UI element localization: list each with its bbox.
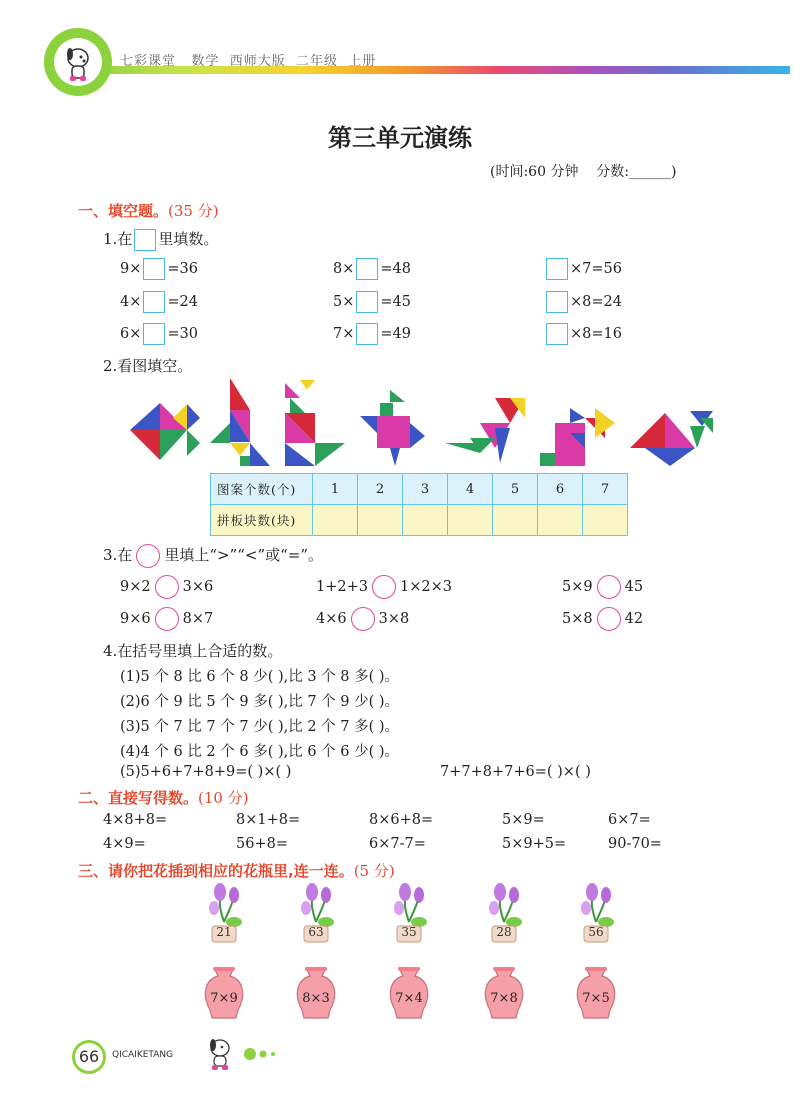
vase-expression: 7×4 [395,991,423,1006]
exam-meta [490,161,676,181]
figure-number: 2 [358,474,403,505]
flower-number: 35 [401,925,417,939]
vase[interactable] [572,966,620,1020]
answer-cell[interactable] [448,505,493,536]
row-label-pieces: 拼板块数(块) [211,505,313,536]
q1-item [333,291,411,313]
q1-prompt-a: 1.在 [103,230,133,248]
table-row [211,474,628,505]
q3-left: 5×9 [562,579,593,595]
meta-close: ) [670,164,677,180]
flower-number: 63 [308,925,324,939]
section2-heading [78,787,249,808]
tangram-figure-2 [210,378,270,466]
answer-cell[interactable] [358,505,403,536]
flower-number: 28 [496,925,512,939]
page-title: 第三单元演练 [328,124,472,152]
vase-expression: 7×8 [490,991,518,1006]
subject: 数学 [191,54,220,69]
vase[interactable] [200,966,248,1020]
q1-prompt [103,228,218,251]
q3-prompt-a: 3.在 [103,546,133,564]
compare-circle[interactable] [155,575,179,599]
time-limit: (时间:60 分钟 [490,164,579,180]
tangram-figure-7 [630,411,713,466]
footer-mascot-icon [200,1032,290,1072]
q1-expr-right: ×8=24 [570,294,622,310]
q1-expr-right: =24 [167,294,198,310]
section1-points: (35 分) [168,202,219,220]
oral-calc[interactable]: 4×8+8= [103,812,168,828]
score-label: 分数: [596,164,629,180]
answer-box[interactable] [143,258,165,280]
q1-item [333,323,411,345]
q3-right: 1×2×3 [399,579,452,595]
compare-circle[interactable] [597,607,621,631]
answer-box[interactable] [546,258,568,280]
answer-box[interactable] [356,258,378,280]
compare-circle[interactable] [155,607,179,631]
q3-left: 1+2+3 [316,579,368,595]
score-blank[interactable]: ______ [628,164,671,180]
q1-expr-left: 5× [333,294,355,310]
page-number: 66 [75,1043,103,1071]
grade: 二年级 [295,54,338,69]
answer-box[interactable] [143,323,165,345]
q3-prompt-b: 里填上“>”“<”或“=”。 [164,546,324,564]
flower-pot[interactable] [200,882,248,944]
q1-item [544,291,622,313]
mascot-dog-icon [54,38,102,86]
tangram-figure-1 [130,403,200,460]
oral-calc[interactable]: 5×9+5= [502,836,567,852]
q3-right: 3×6 [182,579,214,595]
oral-calc[interactable]: 5×9= [502,812,545,828]
q3-item [316,575,452,599]
oral-calc[interactable]: 4×9= [103,836,146,852]
vase-expression: 7×5 [582,991,610,1006]
oral-calc[interactable]: 56+8= [236,836,288,852]
q1-expr-left: 9× [120,261,142,277]
tangram-table [210,473,628,536]
tangram-figures [125,378,725,468]
q1-expr-right: ×8=16 [570,326,622,342]
figure-number: 6 [538,474,583,505]
answer-cell[interactable] [538,505,583,536]
q3-prompt [103,544,323,568]
figure-number: 7 [583,474,628,505]
vase[interactable] [292,966,340,1020]
section3-title: 三、请你把花插到相应的花瓶里,连一连。 [78,862,354,880]
q1-item [544,323,622,345]
q4-prompt: 4.在括号里填上合适的数。 [103,642,283,660]
q1-item [120,291,198,313]
section1-heading [78,200,219,221]
tangram-figure-4 [360,390,425,466]
q1-item [120,323,198,345]
answer-cell[interactable] [403,505,448,536]
example-circle-icon [136,544,160,568]
edition: 西师大版 [229,54,286,69]
q1-item [120,258,198,280]
footer-brand: QICAIKETANG [112,1050,174,1060]
q1-expr-left: 8× [333,261,355,277]
q4-item-3[interactable]: (3)5 个 7 比 7 个 7 少( ),比 2 个 7 多( )。 [120,719,400,735]
q4-item-5b[interactable]: 7+7+8+7+6=( )×( ) [440,764,591,780]
figure-number: 3 [403,474,448,505]
figure-number: 4 [448,474,493,505]
q1-expr-right: =36 [167,261,198,277]
q3-item [120,607,213,631]
q4-item-4[interactable]: (4)4 个 6 比 2 个 6 多( ),比 6 个 6 少( )。 [120,744,400,760]
figure-number: 5 [493,474,538,505]
q1-item [544,258,622,280]
table-row [211,505,628,536]
q1-expr-left: 7× [333,326,355,342]
flower-number: 21 [216,925,232,939]
section3-points: (5 分) [353,862,395,880]
flower-pot[interactable] [385,882,433,944]
q3-item [316,607,409,631]
answer-cell[interactable] [313,505,358,536]
vase-expression: 8×3 [302,991,330,1006]
tangram-figure-6 [540,408,615,466]
oral-calc[interactable]: 6×7-7= [369,836,426,852]
q3-right: 45 [624,579,644,595]
flower-number: 56 [588,925,604,939]
compare-circle[interactable] [351,607,375,631]
q3-left: 4×6 [316,611,347,627]
oral-calc[interactable]: 8×1+8= [236,812,301,828]
q1-expr-right: =48 [380,261,411,277]
q4-item-2[interactable]: (2)6 个 9 比 5 个 9 多( ),比 7 个 9 少( )。 [120,694,400,710]
section2-title: 二、直接写得数。 [78,789,199,807]
example-box-icon [134,229,156,251]
q1-expr-right: =45 [380,294,411,310]
flower-pot[interactable] [292,882,340,944]
q1-item [333,258,411,280]
q4-item-1[interactable]: (1)5 个 8 比 6 个 8 少( ),比 3 个 8 多( )。 [120,669,400,685]
q3-left: 9×2 [120,579,151,595]
q2-prompt: 2.看图填空。 [103,357,193,375]
series-name: 七彩课堂 [120,54,177,69]
answer-cell[interactable] [493,505,538,536]
vase[interactable] [480,966,528,1020]
q4-item-5a[interactable]: (5)5+6+7+8+9=( )×( ) [120,764,292,780]
term: 上册 [348,54,377,69]
q3-item [562,575,643,599]
q3-right: 42 [624,611,644,627]
oral-calc[interactable]: 90-70= [608,836,662,852]
section3-heading [78,860,395,881]
q1-expr-right: =30 [167,326,198,342]
q3-left: 5×8 [562,611,593,627]
q3-item [562,607,643,631]
q3-item [120,575,213,599]
answer-box[interactable] [546,323,568,345]
row-label-count: 图案个数(个) [211,474,313,505]
q1-expr-right: ×7=56 [570,261,622,277]
oral-calc[interactable]: 6×7= [608,812,651,828]
answer-box[interactable] [143,291,165,313]
vase-expression: 7×9 [210,991,238,1006]
answer-cell[interactable] [583,505,628,536]
q1-expr-left: 6× [120,326,142,342]
vase[interactable] [385,966,433,1020]
section2-points: (10 分) [198,789,249,807]
q3-right: 8×7 [182,611,214,627]
q1-expr-left: 4× [120,294,142,310]
tangram-figure-5 [445,398,525,463]
answer-box[interactable] [356,291,378,313]
compare-circle[interactable] [372,575,396,599]
oral-calc[interactable]: 8×6+8= [369,812,434,828]
q3-left: 9×6 [120,611,151,627]
flower-pot[interactable] [480,882,528,944]
answer-box[interactable] [546,291,568,313]
book-header [120,50,376,69]
compare-circle[interactable] [597,575,621,599]
answer-box[interactable] [356,323,378,345]
section1-title: 一、填空题。 [78,202,169,220]
figure-number: 1 [313,474,358,505]
q3-right: 3×8 [378,611,410,627]
flower-pot[interactable] [572,882,620,944]
q1-expr-right: =49 [380,326,411,342]
tangram-figure-3 [285,380,345,466]
q1-prompt-b: 里填数。 [158,230,219,248]
